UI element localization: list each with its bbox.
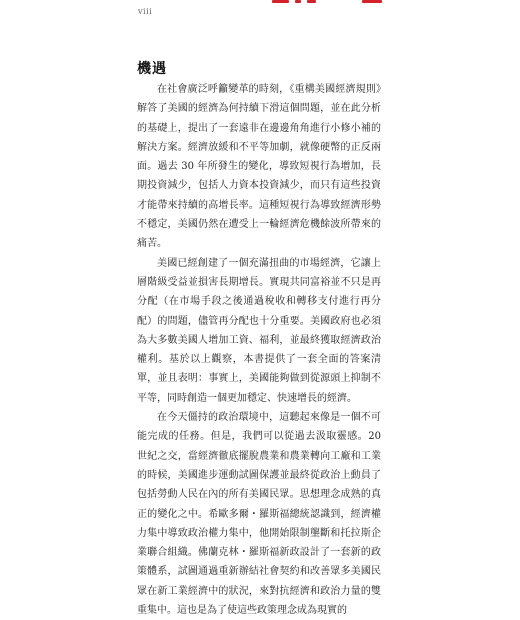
- section-title: 機遇: [137, 61, 167, 77]
- body-text: [137, 80, 381, 620]
- paragraph: 在今天僵持的政治環境中，這聽起來像是一個不可能完成的任務。但是，我們可以從過去汲取靈感。20 世紀之交，當經濟徹底擺脫農業和農業轉向工廠和工業的時候，美國進步運動試圖保護並最終從政治上動員了包括勞動人民在內的所有美國民眾。思想理念成熟的真正的變化之中。希歐多爾・羅斯福總統認識到，經濟權力集中導致政治權力集中，他開始限制壟斷和托拉斯企業聯合組織。佛蘭克林・羅斯福新政設計了一套新的政策體系，試圖通過重新辦結社會契約和改善眾多美國民眾在新工業經濟中的狀況，來對抗經濟和政治力量的雙重集中。這也是為了使這些政策理念成為現實的: [137, 412, 381, 617]
- paragraph: 美國已經創建了一個充滿扭曲的市場經濟，它讓上層階級受益並損害長期增長。實現共同富裕並不只是再分配（在市場手段之後通過稅收和轉移支付進行再分配）的問題，儘管再分配也十分重要。美國政府也必須為大多數美國人增加工資、福利，並最終獲取經濟政治權利。基於以上觀察，本書提供了一套全面的答案清單，並且表明：事實上，美國能夠做到從源頭上抑制不平等，同時創造一個更加穩定、快速增長的經濟。: [137, 257, 381, 404]
- top-header-fragment: [272, 0, 382, 4]
- paragraph: 在社會廣泛呼籲變革的時刻，《重構美國經濟規則》解答了美國的經濟為何持續下滑這個問題，並在此分析的基礎上，提出了一套遠非在邊邊角角進行小修小補的解決方案。經濟放緩和不平等加劇，就像硬幣的正反兩面。過去 30 年所發生的變化，導致短視行為增加，長期投資減少，包括人力資本投資減少，而只有這些投資才能帶來持續的高增長率。這種短視行為導致經濟形勢不穩定，美國仍然在遭受上一輪經濟危機餘波所帶來的痛苦。: [137, 84, 381, 250]
- page-number: viii: [138, 7, 153, 16]
